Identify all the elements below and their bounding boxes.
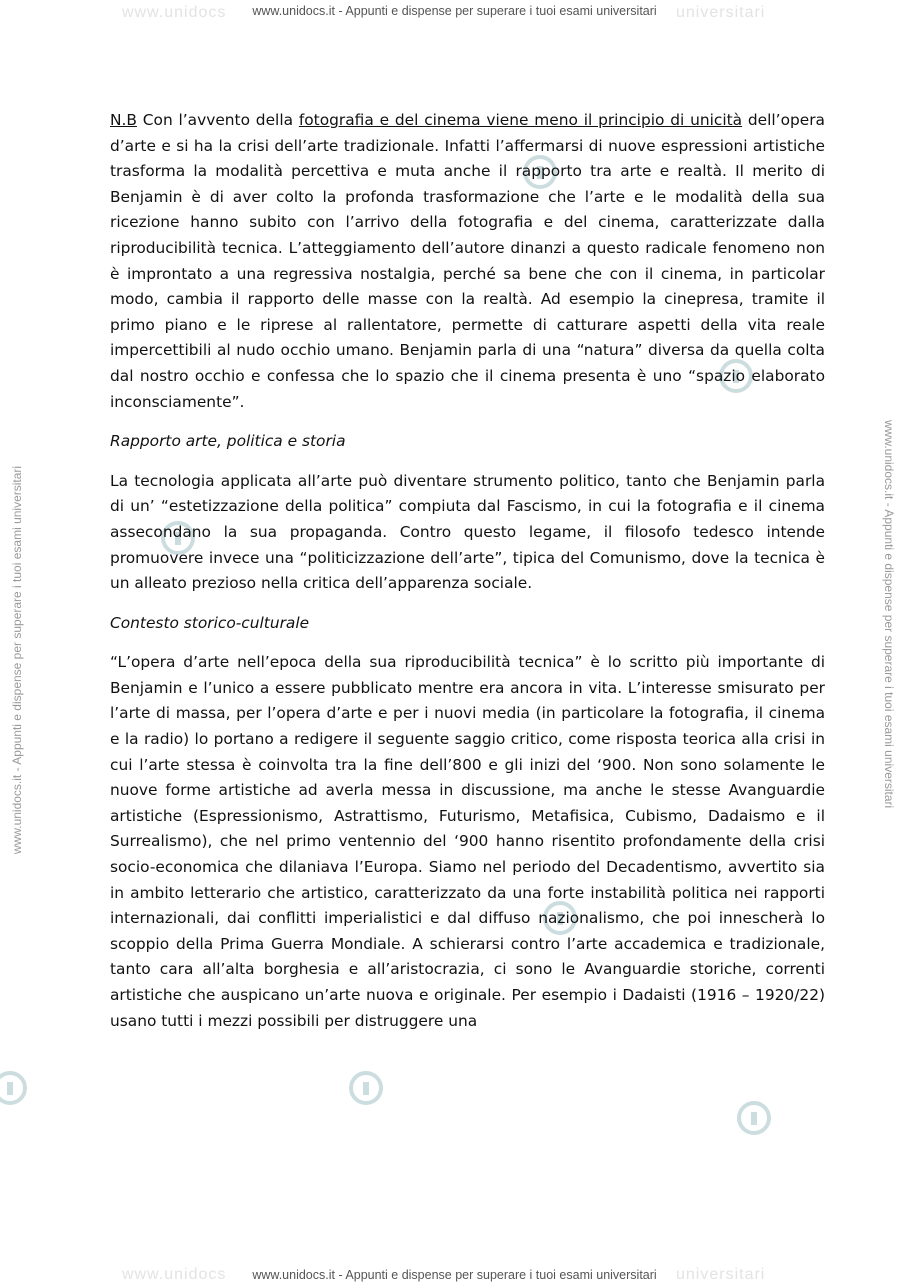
ghost-watermark-bottom-right: universitari [676, 1266, 766, 1283]
side-watermark-right: www.unidocs.it - Appunti e dispense per superare i tuoi esami universitari [882, 420, 896, 809]
nb-label: N.B [110, 111, 137, 129]
nb-text-1: Con l’avvento della [136, 111, 299, 129]
unidocs-logo-icon [0, 1068, 30, 1108]
page-footer: www.unidocs.it - Appunti e dispense per superare i tuoi esami universitari [252, 1268, 657, 1282]
ghost-watermark-left: www.unidocs [122, 4, 227, 21]
nb-underlined-text: fotografia e del cinema viene meno il principio di unicità [298, 111, 743, 129]
section-body-rapporto: La tecnologia applicata all’arte può diventare strumento politico, tanto che Benjamin parla di un’ “estetizzazione della politica” compiuta dal Fascismo, in cui la fotografia e il cinema assecondano la sua propaganda. Contro questo legame, il filosofo tedesco intende promuovere invece una “politicizzazione dell’arte”, tipica del Comunismo, dove la tecnica è un alleato prezioso nella critica dell’apparenza sociale. [110, 471, 825, 593]
document-body [110, 108, 825, 1048]
side-watermark-left: www.unidocs.it - Appunti e dispense per superare i tuoi esami universitari [10, 465, 24, 855]
section-heading-contesto: Contesto storico-culturale [110, 613, 310, 632]
section-body-contesto: “L’opera d’arte nell’epoca della sua riproducibilità tecnica” è lo scritto più importante di Benjamin e l’unico a essere pubblicato mentre era ancora in vita. L’interesse smisurato per l’arte di massa, per l’opera d’arte e per i nuovi media (in particolare la fotografia, il cinema e la radio) lo portano a redigere il seguente saggio critico, come risposta teorica alla crisi in cui l’arte stessa è coinvolta tra la fine dell’800 e gli inizi del ‘900. Non sono solamente le nuove forme artistiche ad averla messa in discussione, ma anche le stesse Avanguardie artistiche (Espressionismo, Astrattismo, Futurismo, Metafisica, Cubismo, Dadaismo e il Surrealismo), che nel primo ventennio del ‘900 hanno risentito profondamente della crisi socio-economica che dilaniava l’Europa. Siamo nel periodo del Decadentismo, avvertito sia in ambito letterario che artistico, caratterizzato da una forte instabilità politica nei rapporti internazionali, dai conflitti imperialistici e dal diffuso nazionalismo, che poi innescherà lo scoppio della Prima Guerra Mondiale. A schierarsi contro l’arte accademica e tradizionale, tanto cara all’alta borghesia e all’aristocrazia, ci sono le Avanguardie storiche, correnti artistiche che auspicano un’arte nuova e originale. Per esempio i Dadaisti (1916 – 1920/22) usano tutti i mezzi possibili per distruggere una [110, 653, 825, 1030]
ghost-watermark-right: universitari [676, 4, 766, 21]
ghost-watermark-bottom-left: www.unidocs [122, 1266, 227, 1283]
nb-text-2: dell’opera d’arte e si ha la crisi dell’arte tradizionale. Infatti l’affermarsi di nuove espressioni artistiche trasforma la modalità percettiva e muta anche il rapporto tra arte e realtà. Il merito di Benjamin è di aver colto la profonda trasformazione che l’arte e le modalità della sua ricezione hanno subito con l’arrivo della fotografia e del cinema, caratterizzate dalla riproducibilità tecnica. L’atteggiamento dell’autore dinanzi a questo radicale fenomeno non è improntato a una regressiva nostalgia, perché sa bene che con il cinema, in particolar modo, cambia il rapporto delle masse con la realtà. Ad esempio la cinepresa, tramite il primo piano e le riprese al rallentatore, permette di catturare aspetti della vita reale impercettibili al nudo occhio umano. Benjamin parla di una “natura” diversa da quella colta dal nostro occhio e confessa che lo spazio che il cinema presenta è uno “spazio elaborato inconsciamente”. [110, 111, 825, 411]
section-heading-rapporto: Rapporto arte, politica e storia [110, 432, 346, 451]
unidocs-logo-icon [346, 1068, 386, 1108]
nb-paragraph [110, 108, 825, 415]
page-header: www.unidocs.it - Appunti e dispense per superare i tuoi esami universitari [252, 4, 657, 18]
unidocs-logo-icon [734, 1098, 774, 1138]
